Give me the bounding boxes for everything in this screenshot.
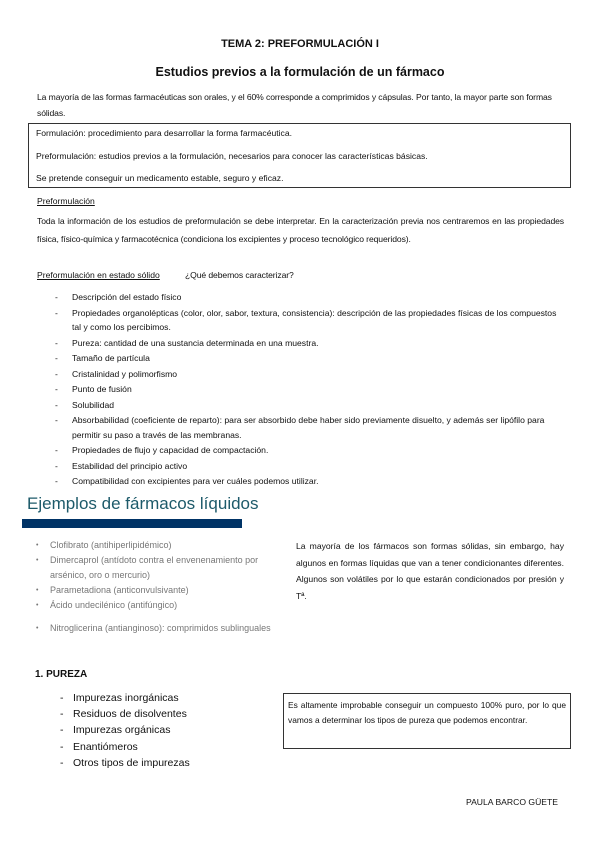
list-item: • Clofibrato (antihiperlipidémico): [36, 538, 282, 553]
list-item: - Absorbabilidad (coeficiente de reparto): para ser absorbido debe haber sido previamente disuelto, y además ser lipófilo para permitir su paso a través de las membranas.: [55, 413, 565, 442]
list-item: - Estabilidad del principio activo: [55, 459, 565, 474]
intro-paragraph: La mayoría de las formas farmacéuticas son orales, y el 60% corresponde a comprimidos y cápsulas. Por tanto, la mayor parte son formas sólidas.: [37, 92, 552, 118]
list-item: - Punto de fusión: [55, 382, 565, 397]
pureza-note-box: Es altamente improbable conseguir un compuesto 100% puro, por lo que vamos a determinar los tipos de pureza que podemos encontrar.: [283, 693, 571, 749]
list-item: - Enantiómeros: [60, 739, 190, 755]
definition-formulacion: Formulación: procedimiento para desarrollar la forma farmacéutica.: [36, 128, 293, 138]
list-item: - Solubilidad: [55, 398, 565, 413]
list-item: - Impurezas orgánicas: [60, 722, 190, 738]
list-item: - Compatibilidad con excipientes para ver cuáles podemos utilizar.: [55, 474, 565, 489]
preformulacion-paragraph: Toda la información de los estudios de preformulación se debe interpretar. En la caracterización previa nos centraremos en las propiedades física, físico-química y farmacotécnica (condiciona los excipientes y proceso tecnológico requeridos).: [37, 216, 564, 244]
solid-state-heading: Preformulación en estado sólido: [37, 270, 160, 280]
list-item: - Impurezas inorgánicas: [60, 690, 190, 706]
liquid-note: La mayoría de los fármacos son formas sólidas, sin embargo, hay algunos en formas líquidas que van a tener condicionantes diferentes. Algunos son volátiles por lo que estarán condicionados por presión y Tª.: [296, 541, 564, 601]
list-item: - Tamaño de partícula: [55, 351, 565, 366]
footer-author: PAULA BARCO GÜETE: [465, 797, 558, 807]
list-item: - Otros tipos de impurezas: [60, 755, 190, 771]
list-item: • Parametadiona (anticonvulsivante): [36, 583, 282, 598]
definitions-box: [28, 123, 571, 188]
preformulacion-heading: Preformulación: [37, 196, 95, 206]
list-item: - Pureza: cantidad de una sustancia determinada en una muestra.: [55, 336, 565, 351]
pureza-heading: 1. PUREZA: [35, 669, 88, 680]
liquid-examples-heading: Ejemplos de fármacos líquidos: [27, 494, 259, 513]
solid-state-question: ¿Qué debemos caracterizar?: [185, 270, 294, 280]
list-item: - Cristalinidad y polimorfismo: [55, 367, 565, 382]
document-title: TEMA 2: PREFORMULACIÓN I: [221, 38, 379, 50]
document-subtitle: Estudios previos a la formulación de un fármaco: [155, 65, 445, 79]
list-item: • Nitroglicerina (antianginoso): comprimidos sublinguales: [36, 621, 282, 636]
pureza-list: [60, 690, 190, 771]
heading-bar: [22, 519, 242, 528]
definition-preformulacion: Preformulación: estudios previos a la formulación, necesarios para conocer las características básicas.: [36, 151, 428, 161]
definition-goal: Se pretende conseguir un medicamento estable, seguro y eficaz.: [36, 173, 284, 183]
list-item: - Residuos de disolventes: [60, 706, 190, 722]
list-item: • Dimercaprol (antídoto contra el envenenamiento por arsénico, oro o mercurio): [36, 553, 282, 583]
list-item: - Propiedades organolépticas (color, olor, sabor, textura, consistencia): descripción de las propiedades físicas de los compuestos tal y como los percibimos.: [55, 306, 565, 335]
liquid-examples-list: [36, 538, 282, 636]
list-item: - Descripción del estado físico: [55, 290, 565, 305]
solid-state-list: [55, 290, 565, 490]
list-item: • Ácido undecilénico (antifúngico): [36, 598, 282, 613]
list-item: - Propiedades de flujo y capacidad de compactación.: [55, 443, 565, 458]
